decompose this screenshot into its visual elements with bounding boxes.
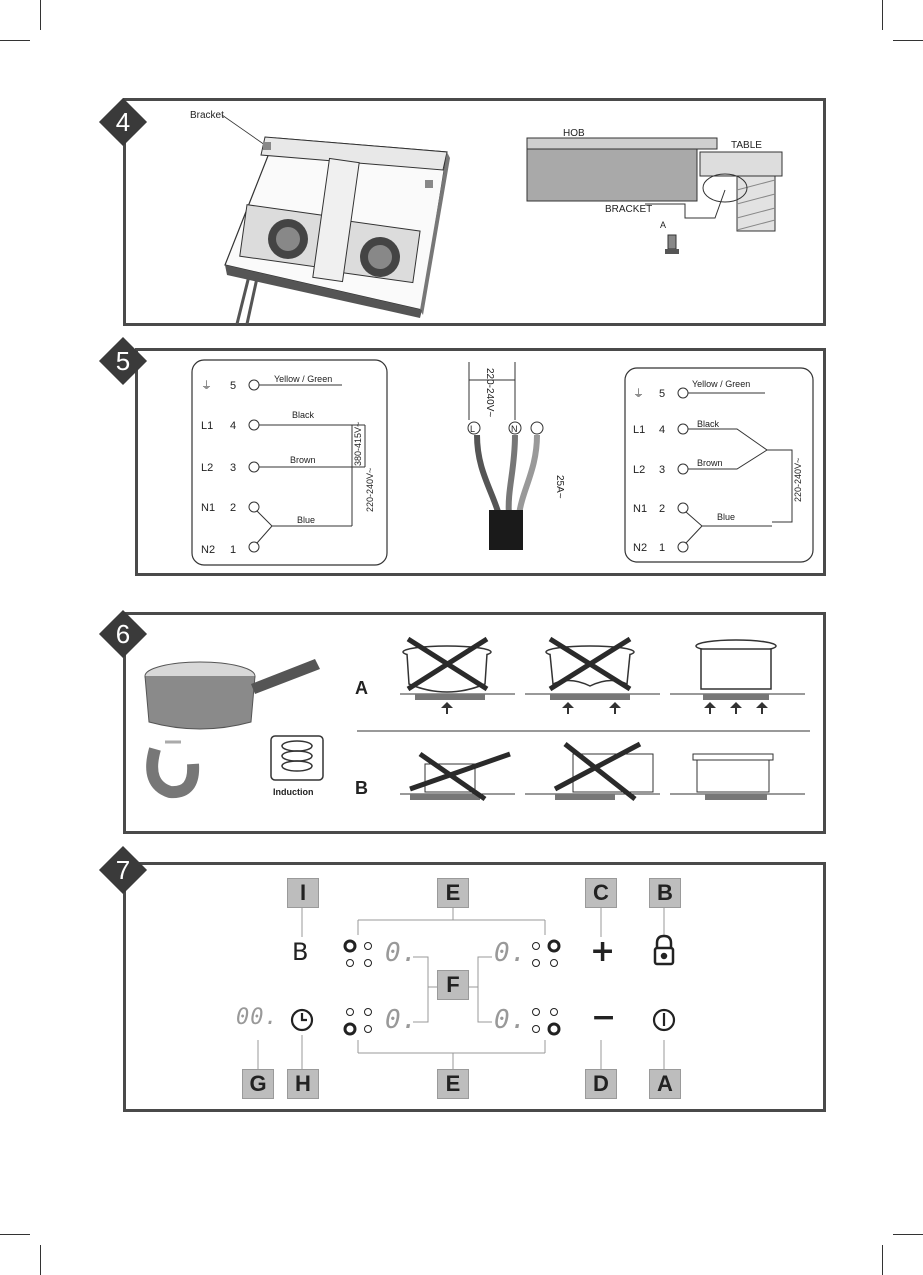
induction-label: Induction: [273, 787, 314, 797]
label-e-bottom: E: [437, 1069, 469, 1099]
minus-button[interactable]: −: [591, 1000, 617, 1035]
svg-text:N: N: [511, 424, 518, 434]
svg-text:N2: N2: [201, 544, 216, 556]
bracket-label: BRACKET: [605, 204, 653, 215]
svg-text:Black: Black: [697, 419, 720, 429]
label-e-top: E: [437, 878, 469, 908]
svg-text:N1: N1: [633, 503, 648, 515]
boost-button[interactable]: B: [292, 938, 309, 966]
label-h: H: [287, 1069, 319, 1099]
label-b: B: [649, 878, 681, 908]
table-label: TABLE: [731, 140, 762, 151]
screw-label-a: A: [660, 220, 667, 230]
svg-text:Brown: Brown: [290, 455, 316, 465]
step-number-7: 7: [115, 855, 131, 885]
power-button[interactable]: [652, 1008, 678, 1034]
bracket-callout: Bracket: [190, 110, 224, 121]
row-label-a: A: [355, 678, 368, 698]
svg-text:1: 1: [230, 544, 237, 556]
label-c: C: [585, 878, 617, 908]
svg-text:L2: L2: [633, 464, 646, 476]
svg-text:L: L: [470, 424, 476, 434]
hob-label: HOB: [563, 128, 585, 139]
timer-button[interactable]: [290, 1008, 316, 1034]
cable-current: 25A~: [554, 475, 565, 499]
row-label-b: B: [355, 778, 368, 798]
display-top-right: 0.: [494, 938, 528, 968]
timer-display: 00.: [236, 1005, 279, 1030]
step-number-5: 5: [115, 346, 131, 376]
svg-text:Yellow / Green: Yellow / Green: [274, 374, 333, 384]
svg-text:3: 3: [659, 464, 666, 476]
svg-text:N1: N1: [201, 502, 216, 514]
term-left-5: ⏚: [201, 380, 212, 392]
svg-text:Blue: Blue: [717, 512, 736, 522]
svg-text:⏚: ⏚: [633, 388, 644, 400]
svg-text:Blue: Blue: [297, 515, 316, 525]
svg-text:Yellow / Green: Yellow / Green: [692, 379, 751, 389]
cable-voltage: 220-240V~: [484, 368, 495, 418]
label-a: A: [649, 1069, 681, 1099]
svg-text:4: 4: [659, 424, 666, 436]
svg-text:5: 5: [230, 380, 237, 392]
label-d: D: [585, 1069, 617, 1099]
svg-text:N2: N2: [633, 542, 648, 554]
label-i: I: [287, 878, 319, 908]
svg-text:3: 3: [230, 462, 237, 474]
lock-button[interactable]: [652, 936, 678, 966]
display-bottom-left: 0.: [385, 1005, 419, 1035]
svg-text:4: 4: [230, 420, 237, 432]
svg-text:L1: L1: [201, 420, 214, 432]
svg-text:220-240V~: 220-240V~: [365, 467, 375, 512]
display-top-left: 0.: [385, 938, 419, 968]
svg-text:380-415V~: 380-415V~: [353, 421, 363, 466]
svg-text:2: 2: [230, 502, 237, 514]
svg-text:5: 5: [659, 388, 666, 400]
step-number-4: 4: [115, 107, 131, 137]
svg-text:2: 2: [659, 503, 666, 515]
plus-button[interactable]: +: [590, 934, 616, 969]
svg-text:1: 1: [659, 542, 666, 554]
svg-text:Brown: Brown: [697, 458, 723, 468]
svg-text:L2: L2: [201, 462, 214, 474]
step-number-6: 6: [115, 619, 131, 649]
label-f: F: [437, 970, 469, 1000]
svg-text:220-240V~: 220-240V~: [793, 457, 803, 502]
svg-text:Black: Black: [292, 410, 315, 420]
svg-text:L1: L1: [633, 424, 646, 436]
label-g: G: [242, 1069, 274, 1099]
display-bottom-right: 0.: [494, 1005, 528, 1035]
